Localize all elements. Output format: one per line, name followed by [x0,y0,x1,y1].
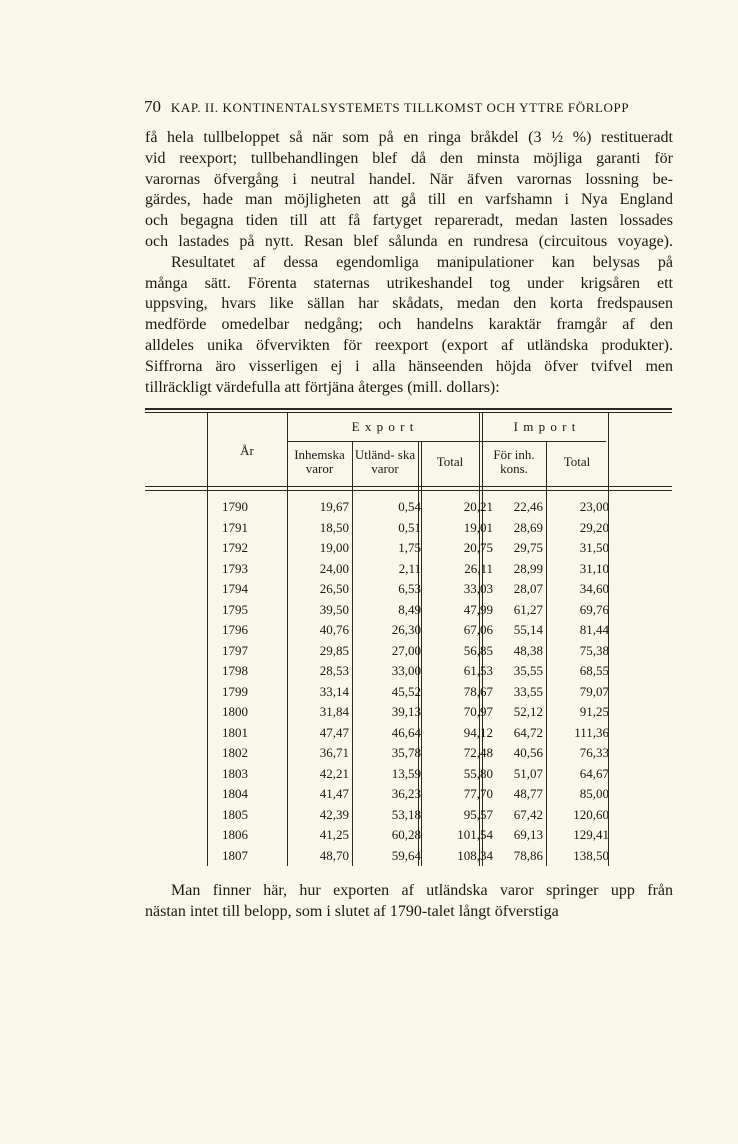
running-title: KAP. II. KONTINENTALSYSTEMETS TILLKOMST OCH YTTRE FÖRLOPP [170,100,630,115]
value-cell: 79,07 [579,683,609,699]
text-line: och lastades på nytt. Resan blef sålunda en rundresa (circuitous voyage). [145,232,673,250]
year-cell: 1795 [222,601,248,617]
value-cell: 69,76 [579,601,609,617]
value-cell: 13,59 [391,765,421,781]
text-line: uppsving, hvars like sällan har skådats, medan den korta fredspausen [145,295,673,313]
value-cell: 60,28 [391,827,421,842]
value-cell: 42,21 [319,765,349,781]
value-cell: 31,84 [319,704,349,719]
value-cell: 23,00 [579,499,609,514]
table-row [145,661,672,681]
value-cell: 78,67 [463,683,493,699]
value-cell: 77,70 [463,786,493,801]
value-cell: 31,10 [579,560,609,576]
year-cell: 1791 [222,519,248,535]
value-cell: 26,30 [391,622,421,637]
table-row [145,559,672,579]
value-cell: 20,75 [463,540,493,555]
text-line: gärdes, hade man möjligheten att gå till en varfshamn i Nya England [145,191,673,209]
year-cell: 1801 [222,724,248,740]
year-header: År [240,443,254,458]
value-cell: 29,20 [579,519,609,535]
value-cell: 46,64 [391,724,421,740]
col-import-total: Total [563,454,591,469]
year-cell: 1794 [222,581,248,596]
text-line: Man finner här, hur exporten af utländska varor springer upp från [171,882,673,899]
table-row [145,846,672,866]
export-header: E x p o r t [351,419,415,434]
value-cell: 0,51 [398,519,421,535]
col-utlandska-varor: Utländ- ska varor [354,447,416,476]
value-cell: 120,60 [573,806,609,822]
value-cell: 35,55 [513,663,543,678]
value-cell: 35,78 [391,745,421,760]
value-cell: 55,80 [463,765,493,781]
value-cell: 28,99 [513,560,543,576]
value-cell: 55,14 [513,622,543,637]
table-row [145,600,672,620]
text-line: Resultatet af dessa egendomliga manipulationer kan belysas på [171,253,673,271]
value-cell: 19,01 [463,519,493,535]
table-row [145,723,672,743]
text-line: tillräckligt värdefulla att förtjäna återges (mill. dollars): [145,378,500,396]
value-cell: 47,99 [463,601,493,617]
text-line: varornas öfvergång i neutral handel. När äfven varornas lossning be- [145,170,673,188]
value-cell: 45,52 [391,683,421,699]
value-cell: 19,67 [319,499,349,514]
table-row [145,784,672,804]
value-cell: 40,76 [319,622,349,637]
value-cell: 33,03 [463,581,493,596]
value-cell: 67,42 [513,806,543,822]
value-cell: 22,46 [513,499,543,514]
value-cell: 48,77 [513,786,543,801]
year-cell: 1798 [222,663,248,678]
table-row [145,579,672,599]
value-cell: 33,00 [391,663,421,678]
value-cell: 31,50 [579,540,609,555]
value-cell: 138,50 [573,847,609,863]
value-cell: 108,34 [457,847,493,863]
year-cell: 1804 [222,786,248,801]
value-cell: 72,48 [463,745,493,760]
year-cell: 1790 [222,499,248,514]
value-cell: 69,13 [513,827,543,842]
import-header: I m p o r t [513,419,577,434]
value-cell: 129,41 [573,827,609,842]
value-cell: 61,27 [513,601,543,617]
value-cell: 0,54 [398,499,421,514]
value-cell: 6,53 [398,581,421,596]
table-row [145,497,672,517]
table-row [145,538,672,558]
value-cell: 52,12 [513,704,543,719]
value-cell: 36,71 [319,745,349,760]
table-row [145,805,672,825]
value-cell: 47,47 [319,724,349,740]
value-cell: 64,72 [513,724,543,740]
value-cell: 27,00 [391,642,421,658]
value-cell: 91,25 [579,704,609,719]
value-cell: 28,53 [319,663,349,678]
table-row [145,682,672,702]
text-line: alldeles unika öfvervikten för reexport (export af utländska produkter). [145,336,673,354]
value-cell: 70,97 [463,704,493,719]
text-line: nästan intet till belopp, som i slutet af 1790-talet långt öfverstiga [145,902,559,920]
year-cell: 1805 [222,806,248,822]
table-row [145,702,672,722]
value-cell: 28,07 [513,581,543,596]
year-cell: 1796 [222,622,248,637]
value-cell: 39,50 [319,601,349,617]
trade-statistics-table [145,408,672,866]
value-cell: 76,33 [579,745,609,760]
text-line: många sätt. Förenta staternas utrikeshandel tog under krigsåren ett [145,274,673,292]
year-cell: 1802 [222,745,248,760]
value-cell: 24,00 [319,560,349,576]
text-line: medförde omedelbar nedgång; och handelns karaktär framgår af den [145,316,673,334]
value-cell: 29,85 [319,642,349,658]
value-cell: 59,64 [391,847,421,863]
year-cell: 1799 [222,683,248,699]
value-cell: 53,18 [391,806,421,822]
table-row [145,743,672,763]
text-line: vid reexport; tullbehandlingen blef då den minsta möjliga garanti för [145,149,673,167]
table-row [145,641,672,661]
col-export-total: Total [436,454,464,469]
year-cell: 1793 [222,560,248,576]
year-cell: 1792 [222,540,248,555]
year-cell: 1797 [222,642,248,658]
value-cell: 48,38 [513,642,543,658]
value-cell: 51,07 [513,765,543,781]
value-cell: 41,47 [319,786,349,801]
text-line: Siffrorna äro visserligen ej i alla hänseenden höjda öfver tvifvel men [145,357,673,375]
value-cell: 20,21 [463,499,493,514]
value-cell: 48,70 [319,847,349,863]
value-cell: 75,38 [579,642,609,658]
year-cell: 1806 [222,827,248,842]
col-inhemska-varor: Inhemska varor [294,447,345,476]
text-line: få hela tullbeloppet så när som på en ringa bråkdel (3 ½ %) restitueradt [145,129,673,146]
value-cell: 36,23 [391,786,421,801]
value-cell: 26,50 [319,581,349,596]
value-cell: 111,36 [574,724,609,740]
value-cell: 64,67 [579,765,609,781]
value-cell: 2,11 [398,560,421,576]
year-cell: 1803 [222,765,248,781]
page-number: 70 [144,97,161,116]
value-cell: 33,14 [319,683,349,699]
value-cell: 85,00 [579,786,609,801]
value-cell: 1,75 [398,540,421,555]
value-cell: 67,06 [463,622,493,637]
body-paragraph-1 [145,128,673,398]
value-cell: 33,55 [513,683,543,699]
value-cell: 94,12 [463,724,493,740]
value-cell: 101,54 [457,827,493,842]
value-cell: 29,75 [513,540,543,555]
value-cell: 78,86 [513,847,543,863]
value-cell: 19,00 [319,540,349,555]
body-paragraph-2 [145,881,673,923]
table-row [145,518,672,538]
table-row [145,620,672,640]
year-cell: 1807 [222,847,248,863]
value-cell: 39,13 [391,704,421,719]
value-cell: 34,60 [579,581,609,596]
col-for-inh-kons: För inh. kons. [493,447,535,476]
value-cell: 42,39 [319,806,349,822]
value-cell: 41,25 [319,827,349,842]
value-cell: 18,50 [319,519,349,535]
value-cell: 40,56 [513,745,543,760]
year-cell: 1800 [222,704,248,719]
running-header [144,97,672,117]
value-cell: 95,57 [463,806,493,822]
value-cell: 61,53 [463,663,493,678]
table-row [145,825,672,845]
value-cell: 81,44 [579,622,609,637]
value-cell: 56,85 [463,642,493,658]
value-cell: 28,69 [513,519,543,535]
value-cell: 26,11 [464,560,493,576]
value-cell: 68,55 [579,663,609,678]
table-row [145,764,672,784]
value-cell: 8,49 [398,601,421,617]
text-line: och begagna tiden till att få fartyget repareradt, medan lasten lossades [145,212,673,230]
